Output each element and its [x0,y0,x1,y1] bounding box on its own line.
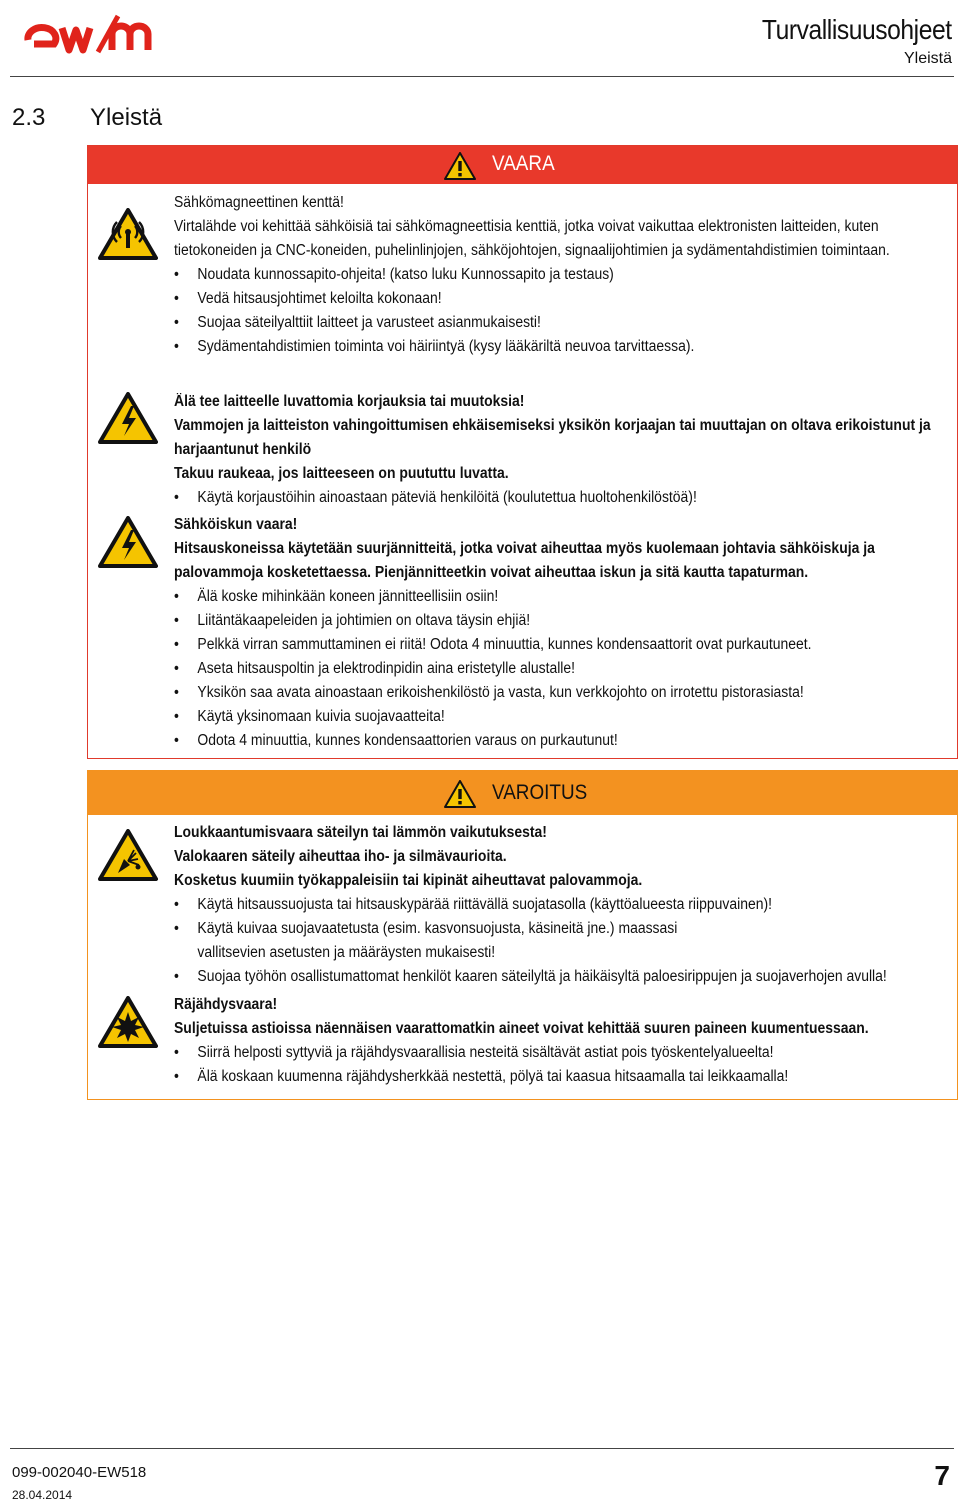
section-title: Yleistä [90,104,163,131]
list-item: • Käytä kuivaa suojavaatetusta (esim. kasvonsuojusta, käsineitä jne.) maassasi vallitsevien asetusten ja määräysten mukaisesti! [174,917,950,965]
repair-line: Älä tee laitteelle luvattomia korjauksia tai muutoksia! [174,393,525,410]
danger-label: VAARA [492,152,555,175]
repair-line: Takuu raukeaa, jos laitteeseen on puututtu luvatta. [174,465,509,482]
repair-line: Vammojen ja laitteiston vahingoittumisen ehkäisemiseksi yksikön korjaajan tai muuttajan on oltava erikoistunut ja harjaantunut henkilö [174,417,931,458]
high-voltage-icon [98,392,158,444]
list-item: • Pelkkä virran sammuttaminen ei riitä! Odota 4 minuuttia, kunnes kondensaattorit ovat purkautuneet. [174,633,950,657]
warning-triangle-icon [444,152,476,180]
radiation-line: Loukkaantumisvaara säteilyn tai lämmön vaikutuksesta! [174,824,547,841]
list-item: • Sydämentahdistimien toiminta voi häiriintyä (kysy lääkäriltä neuvoa tarvittaessa). [174,335,950,359]
header-title: Turvallisuusohjeet [762,14,952,45]
list-item: • Käytä yksinomaan kuivia suojavaatteita! [174,705,950,729]
section-number: 2.3 [12,104,46,131]
warning-box [87,770,958,1100]
shock-title: Sähköiskun vaara! [174,516,298,533]
list-item: • Noudata kunnossapito-ohjeita! (katso luku Kunnossapito ja testaus) [174,263,950,287]
list-item: • Käytä hitsaussuojusta tai hitsauskypärää riittävällä suojatasolla (käyttöalueesta riippuvainen)! [174,893,950,917]
arc-radiation-icon [98,829,158,881]
document-date: 28.04.2014 [12,1488,73,1502]
radiation-section [174,821,951,989]
ewm-logo [22,10,162,60]
list-item: • Aseta hitsauspoltin ja elektrodinpidin aina eristetylle alustalle! [174,657,950,681]
emf-title: Sähkömagneettinen kenttä! [174,194,344,211]
list-item: • Odota 4 minuuttia, kunnes kondensaattorien varaus on purkautunut! [174,729,950,753]
header-subtitle: Yleistä [903,50,952,67]
list-item: • Suojaa säteilyalttiit laitteet ja varusteet asianmukaisesti! [174,311,950,335]
list-item: • Vedä hitsausjohtimet keloilta kokonaan! [174,287,950,311]
page-number: 7 [934,1460,950,1491]
document-code: 099-002040-EW518 [12,1464,147,1481]
warning-label: VAROITUS [492,781,588,804]
section-heading [12,104,162,132]
warning-triangle-icon [444,780,476,808]
repair-section [174,390,951,510]
danger-box [87,145,958,759]
list-item: • Siirrä helposti syttyviä ja räjähdysvaarallisia nesteitä sisältävät astiat pois työskentelyalueelta! [174,1041,950,1065]
list-item: • Yksikön saa avata ainoastaan erikoishenkilöstö ja vasta, kun verkkojohto on irrotettu pistorasiasta! [174,681,950,705]
explosion-icon [98,996,158,1048]
high-voltage-icon [98,516,158,568]
emf-text: Virtalähde voi kehittää sähköisiä tai sähkömagneettisia kenttiä, jotka voivat vaikuttaa elektronisten laitteiden, kuten tietokoneiden ja CNC-koneiden, puhelinlinjojen, sähköjohtojen, signaalijohtimien ja sydämentahdistimien toimintaan. [174,218,890,259]
danger-banner [88,146,957,184]
shock-text: Hitsauskoneissa käytetään suurjännitteitä, jotka voivat aiheuttaa myös kuolemaan johtavia sähköiskuja ja palovammoja kosketettaessa. Pienjännitteetkin voivat aiheuttaa iskun ja sitä kautta tapaturman. [174,540,875,581]
list-item: • Suojaa työhön osallistumattomat henkilöt kaaren säteilyltä ja häikäisyltä paloesirippujen ja suojaverhojen avulla! [174,965,950,989]
header-divider [10,76,954,77]
warning-banner [88,771,957,815]
shock-section [174,513,951,753]
radiation-line: Valokaaren säteily aiheuttaa iho- ja silmävaurioita. [174,848,507,865]
emf-section [174,191,951,359]
list-item: • Älä koskaan kuumenna räjähdysherkkää nestettä, pölyä tai kaasua hitsaamalla tai leikkaamalla! [174,1065,950,1089]
radiation-line: Kosketus kuumiin työkappaleisiin tai kipinät aiheuttavat palovammoja. [174,872,643,889]
explosion-section [174,993,951,1089]
explosion-title: Räjähdysvaara! [174,996,278,1013]
list-item: • Käytä korjaustöihin ainoastaan päteviä henkilöitä (koulutettua huoltohenkilöstöä)! [174,486,950,510]
list-item: • Liitäntäkaapeleiden ja johtimien on oltava täysin ehjiä! [174,609,950,633]
list-item: • Älä koske mihinkään koneen jännitteellisiin osiin! [174,585,950,609]
explosion-text: Suljetuissa astioissa näennäisen vaarattomatkin aineet voivat kehittää suuren paineen kuumentuessaan. [174,1020,869,1037]
radiation-warning-icon [98,208,158,260]
footer-divider [10,1448,954,1449]
